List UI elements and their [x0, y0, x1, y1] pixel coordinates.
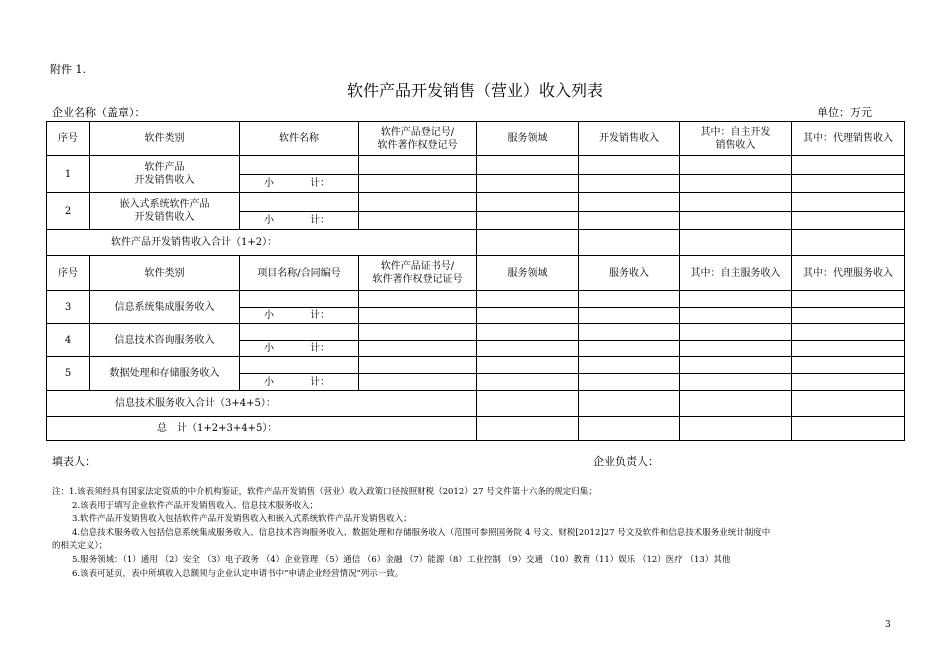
software-header-row — [47, 122, 905, 156]
header-software-name: 软件名称 — [240, 122, 359, 156]
input-cell[interactable] — [359, 193, 477, 212]
input-cell[interactable] — [579, 341, 680, 357]
header-service-field: 服务领域 — [477, 122, 579, 156]
header-agency-service-revenue: 其中：代理服务收入 — [792, 256, 905, 291]
service-header-row — [47, 256, 905, 291]
table-row — [47, 357, 905, 374]
subtotal-label: 小 计： — [240, 308, 359, 324]
input-cell[interactable] — [792, 175, 905, 193]
input-cell[interactable] — [680, 391, 792, 417]
service-total-row — [47, 391, 905, 417]
header-category: 软件类别 — [90, 122, 240, 156]
service-total-label: 信息技术服务收入合计（3+4+5）： — [47, 391, 477, 417]
input-cell[interactable] — [477, 212, 579, 230]
header-dev-sales-revenue: 开发销售收入 — [579, 122, 680, 156]
revenue-table — [46, 121, 905, 441]
input-cell[interactable] — [240, 156, 359, 175]
header-registration-no: 软件产品登记号/ 软件著作权登记号 — [359, 122, 477, 156]
input-cell[interactable] — [680, 175, 792, 193]
input-cell[interactable] — [792, 417, 905, 441]
input-cell[interactable] — [477, 193, 579, 212]
input-cell[interactable] — [579, 156, 680, 175]
input-cell[interactable] — [680, 308, 792, 324]
row-seq: 2 — [47, 193, 90, 230]
grand-total-row — [47, 417, 905, 441]
table-row — [47, 193, 905, 212]
subtotal-label: 小 计： — [240, 374, 359, 391]
subtotal-label: 小 计： — [240, 341, 359, 357]
input-cell[interactable] — [792, 341, 905, 357]
attachment-label: 附件 1. — [50, 63, 86, 76]
input-cell[interactable] — [477, 308, 579, 324]
input-cell[interactable] — [477, 417, 579, 441]
input-cell[interactable] — [680, 156, 792, 175]
input-cell[interactable] — [579, 230, 680, 256]
input-cell[interactable] — [477, 156, 579, 175]
input-cell[interactable] — [477, 230, 579, 256]
header-seq: 序号 — [47, 256, 90, 291]
leader-label: 企业负责人： — [593, 455, 659, 468]
note-5: 5.服务领域：（1）通用 （2）安全 （3）电子政务 （4）企业管理 （5）通信 （6）金融 （7）能源（8）工业控制 （9）交通 （10）教育（11）娱乐 （12）医疗 （13）其他 — [72, 554, 731, 565]
note-4: 4.信息技术服务收入包括信息系统集成服务收入、信息技术咨询服务收入、数据处理和存储服务收入（范围可参照国务院 4 号文、财税[2012]27 号文及软件和信息技术服务业统计制度中 — [72, 527, 771, 538]
subtotal-label: 小 计： — [240, 212, 359, 230]
input-cell[interactable] — [477, 341, 579, 357]
software-total-label: 软件产品开发销售收入合计（1+2）： — [47, 230, 477, 256]
input-cell[interactable] — [359, 324, 477, 341]
input-cell[interactable] — [240, 291, 359, 308]
input-cell[interactable] — [792, 357, 905, 374]
input-cell[interactable] — [359, 291, 477, 308]
input-cell[interactable] — [240, 357, 359, 374]
row-seq: 5 — [47, 357, 90, 391]
input-cell[interactable] — [359, 175, 477, 193]
input-cell[interactable] — [792, 391, 905, 417]
row-seq: 1 — [47, 156, 90, 193]
input-cell[interactable] — [359, 212, 477, 230]
header-own-dev-revenue: 其中：自主开发 销售收入 — [680, 122, 792, 156]
table-row — [47, 324, 905, 341]
subtotal-label: 小 计： — [240, 175, 359, 193]
input-cell[interactable] — [240, 324, 359, 341]
row-category: 软件产品 开发销售收入 — [90, 156, 240, 193]
input-cell[interactable] — [792, 193, 905, 212]
header-own-service-revenue: 其中：自主服务收入 — [680, 256, 792, 291]
company-name-label: 企业名称（盖章）： — [52, 106, 146, 119]
input-cell[interactable] — [477, 357, 579, 374]
note-2: 2.该表用于填写企业软件产品开发销售收入、信息技术服务收入； — [72, 500, 319, 511]
input-cell[interactable] — [680, 357, 792, 374]
input-cell[interactable] — [792, 291, 905, 308]
note-4-continued: 的相关定义）； — [52, 541, 108, 552]
input-cell[interactable] — [579, 391, 680, 417]
input-cell[interactable] — [792, 230, 905, 256]
input-cell[interactable] — [680, 374, 792, 391]
note-1: 注：1.该表须经具有国家法定资质的中介机构鉴证，软件产品开发销售（营业）收入政策口径按照财税（2012）27 号文件第十六条的规定归集； — [52, 487, 597, 497]
input-cell[interactable] — [477, 175, 579, 193]
input-cell[interactable] — [792, 212, 905, 230]
page-number: 3 — [885, 620, 891, 630]
input-cell[interactable] — [579, 374, 680, 391]
input-cell[interactable] — [359, 374, 477, 391]
input-cell[interactable] — [240, 193, 359, 212]
input-cell[interactable] — [680, 291, 792, 308]
input-cell[interactable] — [579, 193, 680, 212]
input-cell[interactable] — [579, 212, 680, 230]
input-cell[interactable] — [792, 374, 905, 391]
header-service-revenue: 服务收入 — [579, 256, 680, 291]
input-cell[interactable] — [477, 374, 579, 391]
table-row — [47, 291, 905, 308]
input-cell[interactable] — [680, 230, 792, 256]
input-cell[interactable] — [680, 212, 792, 230]
row-seq: 3 — [47, 291, 90, 324]
input-cell[interactable] — [579, 324, 680, 341]
unit-label: 单位：万元 — [817, 106, 872, 119]
note-3: 3.软件产品开发销售收入包括软件产品开发销售收入和嵌入式系统软件产品开发销售收入； — [72, 514, 412, 525]
software-total-row — [47, 230, 905, 256]
input-cell[interactable] — [792, 324, 905, 341]
input-cell[interactable] — [477, 391, 579, 417]
input-cell[interactable] — [359, 341, 477, 357]
input-cell[interactable] — [680, 341, 792, 357]
input-cell[interactable] — [359, 156, 477, 175]
table-row — [47, 156, 905, 175]
header-agency-revenue: 其中：代理销售收入 — [792, 122, 905, 156]
input-cell[interactable] — [579, 308, 680, 324]
note-6: 6.该表可延页，表中所填收入总额须与企业认定申请书中“申请企业经营情况”列示一致。 — [72, 568, 404, 579]
row-category: 数据处理和存储服务收入 — [90, 357, 240, 391]
input-cell[interactable] — [359, 357, 477, 374]
input-cell[interactable] — [477, 291, 579, 308]
input-cell[interactable] — [792, 156, 905, 175]
input-cell[interactable] — [579, 417, 680, 441]
filler-label: 填表人： — [52, 455, 96, 468]
header-certificate-no: 软件产品证书号/ 软件著作权登记证号 — [359, 256, 477, 291]
row-category: 信息技术咨询服务收入 — [90, 324, 240, 357]
header-seq: 序号 — [47, 122, 90, 156]
row-category: 信息系统集成服务收入 — [90, 291, 240, 324]
input-cell[interactable] — [359, 308, 477, 324]
row-category: 嵌入式系统软件产品 开发销售收入 — [90, 193, 240, 230]
input-cell[interactable] — [680, 193, 792, 212]
header-project-name: 项目名称/合同编号 — [240, 256, 359, 291]
header-service-field: 服务领域 — [477, 256, 579, 291]
input-cell[interactable] — [680, 324, 792, 341]
notes-section — [52, 486, 902, 581]
grand-total-label: 总 计（1+2+3+4+5）： — [47, 417, 477, 441]
page-title: 软件产品开发销售（营业）收入列表 — [346, 81, 603, 100]
input-cell[interactable] — [579, 175, 680, 193]
input-cell[interactable] — [579, 357, 680, 374]
header-category: 软件类别 — [90, 256, 240, 291]
row-seq: 4 — [47, 324, 90, 357]
input-cell[interactable] — [477, 324, 579, 341]
input-cell[interactable] — [680, 417, 792, 441]
input-cell[interactable] — [579, 291, 680, 308]
input-cell[interactable] — [792, 308, 905, 324]
